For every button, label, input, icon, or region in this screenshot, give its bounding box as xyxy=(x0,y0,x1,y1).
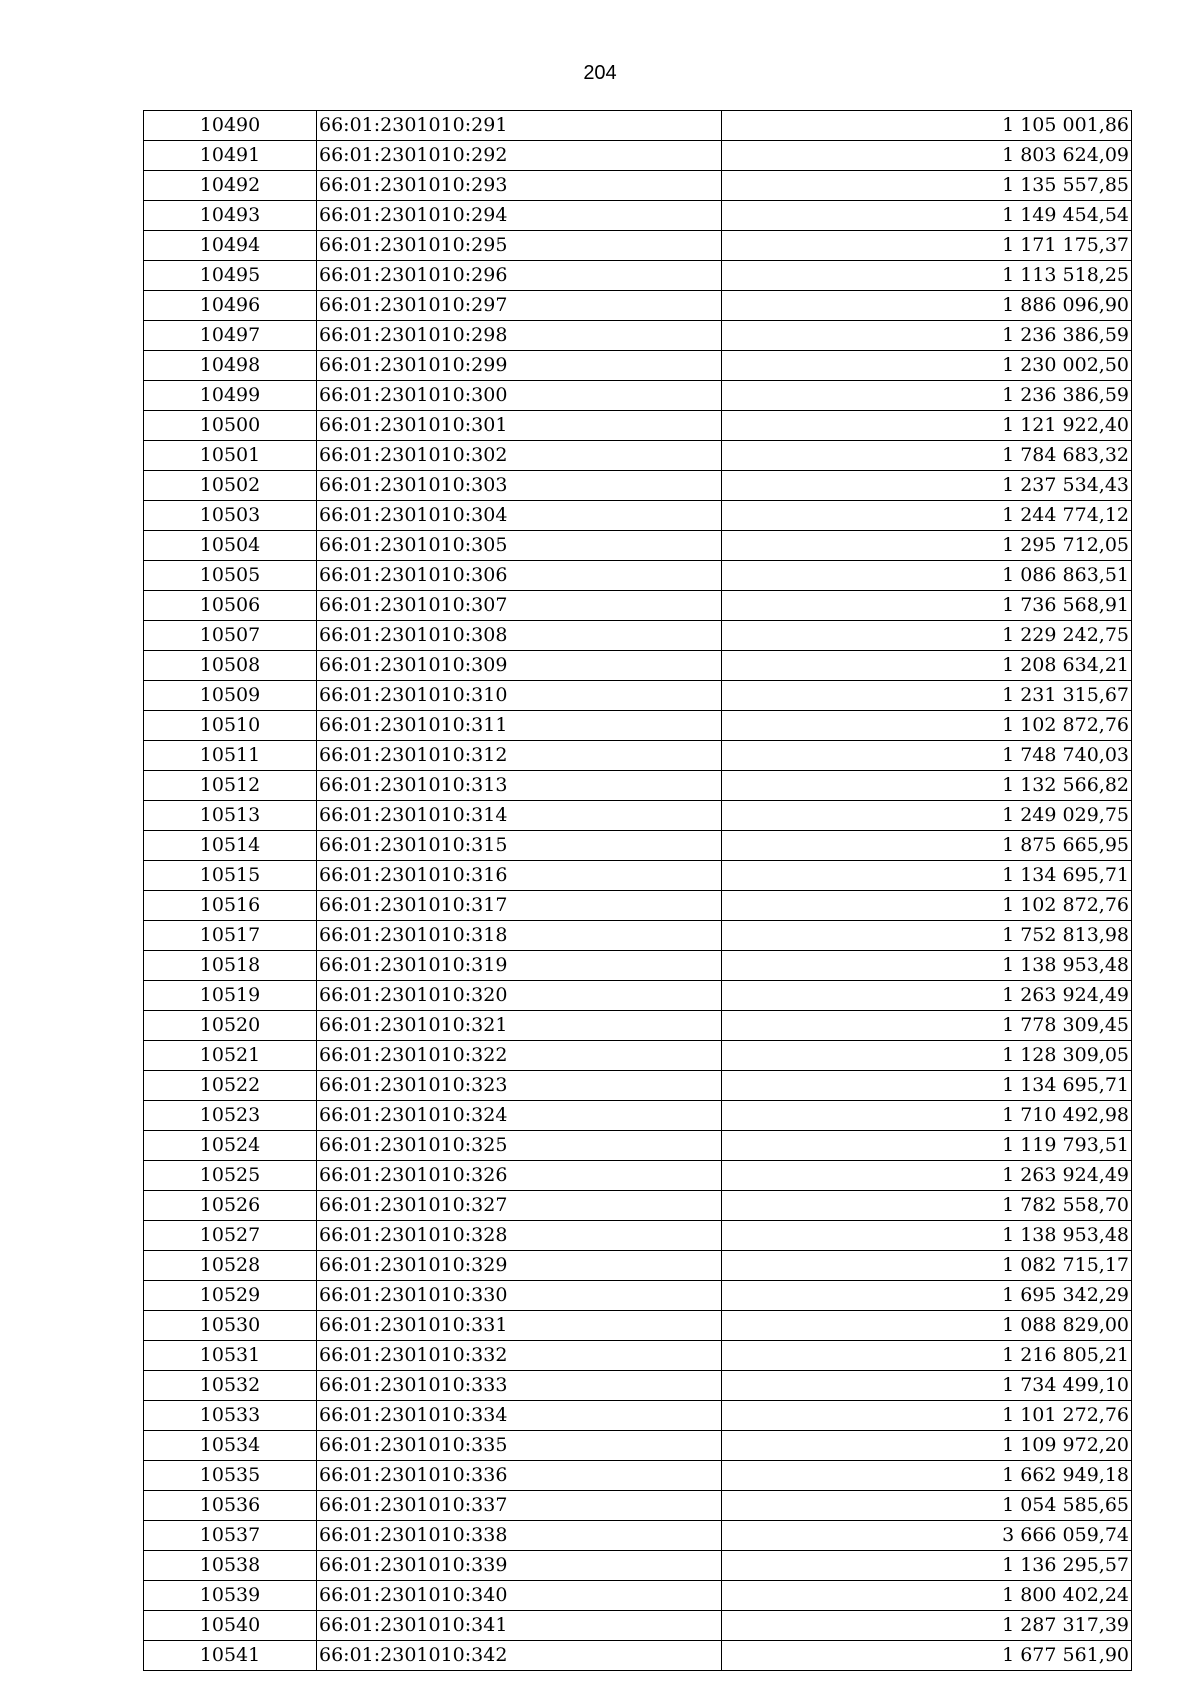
row-number-cell: 10539 xyxy=(144,1581,317,1611)
table-row xyxy=(144,711,1132,741)
row-number-cell: 10497 xyxy=(144,321,317,351)
table-row xyxy=(144,681,1132,711)
cadastral-number-cell: 66:01:2301010:304 xyxy=(317,501,722,531)
cadastral-value-cell: 1 677 561,90 xyxy=(722,1641,1132,1671)
cadastral-number-cell: 66:01:2301010:330 xyxy=(317,1281,722,1311)
table-row xyxy=(144,651,1132,681)
row-number-cell: 10515 xyxy=(144,861,317,891)
table-row xyxy=(144,1551,1132,1581)
cadastral-value-cell: 1 803 624,09 xyxy=(722,141,1132,171)
cadastral-value-cell: 1 149 454,54 xyxy=(722,201,1132,231)
cadastral-value-cell: 1 229 242,75 xyxy=(722,621,1132,651)
row-number-cell: 10528 xyxy=(144,1251,317,1281)
cadastral-number-cell: 66:01:2301010:329 xyxy=(317,1251,722,1281)
row-number-cell: 10510 xyxy=(144,711,317,741)
table-row xyxy=(144,1401,1132,1431)
table-row xyxy=(144,1011,1132,1041)
row-number-cell: 10529 xyxy=(144,1281,317,1311)
cadastral-number-cell: 66:01:2301010:314 xyxy=(317,801,722,831)
row-number-cell: 10534 xyxy=(144,1431,317,1461)
row-number-cell: 10512 xyxy=(144,771,317,801)
cadastral-value-cell: 1 231 315,67 xyxy=(722,681,1132,711)
row-number-cell: 10499 xyxy=(144,381,317,411)
cadastral-value-cell: 1 134 695,71 xyxy=(722,1071,1132,1101)
table-row xyxy=(144,801,1132,831)
row-number-cell: 10492 xyxy=(144,171,317,201)
cadastral-value-cell: 1 249 029,75 xyxy=(722,801,1132,831)
cadastral-value-cell: 1 263 924,49 xyxy=(722,981,1132,1011)
cadastral-value-cell: 1 875 665,95 xyxy=(722,831,1132,861)
table-row xyxy=(144,831,1132,861)
cadastral-value-cell: 1 736 568,91 xyxy=(722,591,1132,621)
cadastral-number-cell: 66:01:2301010:318 xyxy=(317,921,722,951)
row-number-cell: 10519 xyxy=(144,981,317,1011)
cadastral-value-cell: 1 734 499,10 xyxy=(722,1371,1132,1401)
row-number-cell: 10503 xyxy=(144,501,317,531)
cadastral-value-cell: 1 101 272,76 xyxy=(722,1401,1132,1431)
cadastral-value-cell: 1 054 585,65 xyxy=(722,1491,1132,1521)
cadastral-value-cell: 1 128 309,05 xyxy=(722,1041,1132,1071)
cadastral-number-cell: 66:01:2301010:317 xyxy=(317,891,722,921)
cadastral-number-cell: 66:01:2301010:339 xyxy=(317,1551,722,1581)
row-number-cell: 10531 xyxy=(144,1341,317,1371)
cadastral-value-cell: 1 800 402,24 xyxy=(722,1581,1132,1611)
row-number-cell: 10490 xyxy=(144,111,317,141)
cadastral-number-cell: 66:01:2301010:336 xyxy=(317,1461,722,1491)
table-row xyxy=(144,291,1132,321)
cadastral-value-cell: 1 136 295,57 xyxy=(722,1551,1132,1581)
row-number-cell: 10520 xyxy=(144,1011,317,1041)
cadastral-number-cell: 66:01:2301010:291 xyxy=(317,111,722,141)
table-row xyxy=(144,1461,1132,1491)
table-row xyxy=(144,591,1132,621)
cadastral-number-cell: 66:01:2301010:323 xyxy=(317,1071,722,1101)
table-row xyxy=(144,1131,1132,1161)
table-row xyxy=(144,1191,1132,1221)
row-number-cell: 10502 xyxy=(144,471,317,501)
row-number-cell: 10526 xyxy=(144,1191,317,1221)
table-row xyxy=(144,381,1132,411)
row-number-cell: 10507 xyxy=(144,621,317,651)
cadastral-value-cell: 1 287 317,39 xyxy=(722,1611,1132,1641)
cadastral-value-cell: 1 237 534,43 xyxy=(722,471,1132,501)
table-row xyxy=(144,561,1132,591)
cadastral-value-cell: 1 695 342,29 xyxy=(722,1281,1132,1311)
row-number-cell: 10508 xyxy=(144,651,317,681)
cadastral-number-cell: 66:01:2301010:294 xyxy=(317,201,722,231)
table-row xyxy=(144,1251,1132,1281)
cadastral-number-cell: 66:01:2301010:297 xyxy=(317,291,722,321)
table-row xyxy=(144,1071,1132,1101)
cadastral-number-cell: 66:01:2301010:332 xyxy=(317,1341,722,1371)
row-number-cell: 10514 xyxy=(144,831,317,861)
row-number-cell: 10504 xyxy=(144,531,317,561)
cadastral-number-cell: 66:01:2301010:324 xyxy=(317,1101,722,1131)
row-number-cell: 10538 xyxy=(144,1551,317,1581)
cadastral-number-cell: 66:01:2301010:299 xyxy=(317,351,722,381)
cadastral-number-cell: 66:01:2301010:293 xyxy=(317,171,722,201)
row-number-cell: 10509 xyxy=(144,681,317,711)
table-row xyxy=(144,201,1132,231)
cadastral-value-cell: 1 102 872,76 xyxy=(722,711,1132,741)
table-row xyxy=(144,891,1132,921)
cadastral-value-cell: 1 119 793,51 xyxy=(722,1131,1132,1161)
row-number-cell: 10511 xyxy=(144,741,317,771)
cadastral-table xyxy=(143,110,1132,1671)
row-number-cell: 10523 xyxy=(144,1101,317,1131)
cadastral-value-cell: 1 102 872,76 xyxy=(722,891,1132,921)
cadastral-value-cell: 1 710 492,98 xyxy=(722,1101,1132,1131)
cadastral-table-container xyxy=(143,110,1131,1671)
cadastral-number-cell: 66:01:2301010:321 xyxy=(317,1011,722,1041)
cadastral-value-cell: 1 113 518,25 xyxy=(722,261,1132,291)
table-row xyxy=(144,1041,1132,1071)
table-row xyxy=(144,1101,1132,1131)
cadastral-number-cell: 66:01:2301010:325 xyxy=(317,1131,722,1161)
cadastral-number-cell: 66:01:2301010:301 xyxy=(317,411,722,441)
cadastral-value-cell: 1 088 829,00 xyxy=(722,1311,1132,1341)
cadastral-number-cell: 66:01:2301010:302 xyxy=(317,441,722,471)
row-number-cell: 10532 xyxy=(144,1371,317,1401)
cadastral-number-cell: 66:01:2301010:341 xyxy=(317,1611,722,1641)
row-number-cell: 10496 xyxy=(144,291,317,321)
table-row xyxy=(144,441,1132,471)
table-row xyxy=(144,1371,1132,1401)
cadastral-number-cell: 66:01:2301010:308 xyxy=(317,621,722,651)
table-row xyxy=(144,1641,1132,1671)
table-row xyxy=(144,771,1132,801)
cadastral-number-cell: 66:01:2301010:310 xyxy=(317,681,722,711)
row-number-cell: 10498 xyxy=(144,351,317,381)
cadastral-number-cell: 66:01:2301010:342 xyxy=(317,1641,722,1671)
cadastral-number-cell: 66:01:2301010:309 xyxy=(317,651,722,681)
cadastral-value-cell: 1 662 949,18 xyxy=(722,1461,1132,1491)
row-number-cell: 10527 xyxy=(144,1221,317,1251)
row-number-cell: 10540 xyxy=(144,1611,317,1641)
cadastral-value-cell: 1 134 695,71 xyxy=(722,861,1132,891)
cadastral-value-cell: 1 784 683,32 xyxy=(722,441,1132,471)
cadastral-number-cell: 66:01:2301010:305 xyxy=(317,531,722,561)
cadastral-number-cell: 66:01:2301010:331 xyxy=(317,1311,722,1341)
row-number-cell: 10521 xyxy=(144,1041,317,1071)
cadastral-number-cell: 66:01:2301010:306 xyxy=(317,561,722,591)
table-row xyxy=(144,171,1132,201)
page-number: 204 xyxy=(583,62,617,84)
row-number-cell: 10525 xyxy=(144,1161,317,1191)
row-number-cell: 10505 xyxy=(144,561,317,591)
cadastral-number-cell: 66:01:2301010:313 xyxy=(317,771,722,801)
row-number-cell: 10495 xyxy=(144,261,317,291)
cadastral-value-cell: 1 748 740,03 xyxy=(722,741,1132,771)
cadastral-value-cell: 1 782 558,70 xyxy=(722,1191,1132,1221)
cadastral-number-cell: 66:01:2301010:300 xyxy=(317,381,722,411)
row-number-cell: 10506 xyxy=(144,591,317,621)
table-row xyxy=(144,351,1132,381)
cadastral-number-cell: 66:01:2301010:322 xyxy=(317,1041,722,1071)
table-body xyxy=(144,111,1132,1671)
cadastral-number-cell: 66:01:2301010:327 xyxy=(317,1191,722,1221)
table-row xyxy=(144,1161,1132,1191)
row-number-cell: 10533 xyxy=(144,1401,317,1431)
cadastral-value-cell: 1 778 309,45 xyxy=(722,1011,1132,1041)
table-row xyxy=(144,1341,1132,1371)
cadastral-number-cell: 66:01:2301010:303 xyxy=(317,471,722,501)
cadastral-number-cell: 66:01:2301010:340 xyxy=(317,1581,722,1611)
table-row xyxy=(144,921,1132,951)
table-row xyxy=(144,1311,1132,1341)
cadastral-value-cell: 1 082 715,17 xyxy=(722,1251,1132,1281)
table-row xyxy=(144,321,1132,351)
row-number-cell: 10513 xyxy=(144,801,317,831)
table-row xyxy=(144,531,1132,561)
cadastral-value-cell: 1 263 924,49 xyxy=(722,1161,1132,1191)
cadastral-number-cell: 66:01:2301010:315 xyxy=(317,831,722,861)
cadastral-number-cell: 66:01:2301010:296 xyxy=(317,261,722,291)
cadastral-number-cell: 66:01:2301010:334 xyxy=(317,1401,722,1431)
cadastral-value-cell: 1 105 001,86 xyxy=(722,111,1132,141)
cadastral-value-cell: 1 135 557,85 xyxy=(722,171,1132,201)
cadastral-number-cell: 66:01:2301010:316 xyxy=(317,861,722,891)
row-number-cell: 10524 xyxy=(144,1131,317,1161)
cadastral-value-cell: 1 236 386,59 xyxy=(722,321,1132,351)
cadastral-number-cell: 66:01:2301010:338 xyxy=(317,1521,722,1551)
cadastral-number-cell: 66:01:2301010:320 xyxy=(317,981,722,1011)
cadastral-value-cell: 1 086 863,51 xyxy=(722,561,1132,591)
cadastral-value-cell: 1 138 953,48 xyxy=(722,1221,1132,1251)
cadastral-number-cell: 66:01:2301010:312 xyxy=(317,741,722,771)
row-number-cell: 10530 xyxy=(144,1311,317,1341)
row-number-cell: 10500 xyxy=(144,411,317,441)
cadastral-value-cell: 1 171 175,37 xyxy=(722,231,1132,261)
row-number-cell: 10493 xyxy=(144,201,317,231)
cadastral-value-cell: 1 230 002,50 xyxy=(722,351,1132,381)
cadastral-number-cell: 66:01:2301010:319 xyxy=(317,951,722,981)
cadastral-number-cell: 66:01:2301010:292 xyxy=(317,141,722,171)
cadastral-value-cell: 1 752 813,98 xyxy=(722,921,1132,951)
cadastral-value-cell: 1 121 922,40 xyxy=(722,411,1132,441)
table-row xyxy=(144,1581,1132,1611)
table-row xyxy=(144,951,1132,981)
cadastral-number-cell: 66:01:2301010:307 xyxy=(317,591,722,621)
table-row xyxy=(144,1431,1132,1461)
table-row xyxy=(144,1221,1132,1251)
row-number-cell: 10535 xyxy=(144,1461,317,1491)
cadastral-value-cell: 1 236 386,59 xyxy=(722,381,1132,411)
cadastral-number-cell: 66:01:2301010:333 xyxy=(317,1371,722,1401)
cadastral-value-cell: 1 216 805,21 xyxy=(722,1341,1132,1371)
row-number-cell: 10494 xyxy=(144,231,317,261)
table-row xyxy=(144,501,1132,531)
table-row xyxy=(144,741,1132,771)
cadastral-value-cell: 1 295 712,05 xyxy=(722,531,1132,561)
row-number-cell: 10491 xyxy=(144,141,317,171)
table-row xyxy=(144,111,1132,141)
table-row xyxy=(144,1281,1132,1311)
table-row xyxy=(144,1611,1132,1641)
cadastral-number-cell: 66:01:2301010:326 xyxy=(317,1161,722,1191)
table-row xyxy=(144,621,1132,651)
cadastral-number-cell: 66:01:2301010:328 xyxy=(317,1221,722,1251)
row-number-cell: 10516 xyxy=(144,891,317,921)
cadastral-number-cell: 66:01:2301010:295 xyxy=(317,231,722,261)
cadastral-value-cell: 1 132 566,82 xyxy=(722,771,1132,801)
cadastral-number-cell: 66:01:2301010:337 xyxy=(317,1491,722,1521)
table-row xyxy=(144,981,1132,1011)
cadastral-value-cell: 1 886 096,90 xyxy=(722,291,1132,321)
table-row xyxy=(144,861,1132,891)
table-row xyxy=(144,1521,1132,1551)
table-row xyxy=(144,141,1132,171)
row-number-cell: 10518 xyxy=(144,951,317,981)
cadastral-value-cell: 1 208 634,21 xyxy=(722,651,1132,681)
cadastral-number-cell: 66:01:2301010:335 xyxy=(317,1431,722,1461)
cadastral-value-cell: 3 666 059,74 xyxy=(722,1521,1132,1551)
table-row xyxy=(144,231,1132,261)
cadastral-number-cell: 66:01:2301010:311 xyxy=(317,711,722,741)
row-number-cell: 10517 xyxy=(144,921,317,951)
cadastral-value-cell: 1 244 774,12 xyxy=(722,501,1132,531)
row-number-cell: 10501 xyxy=(144,441,317,471)
table-row xyxy=(144,261,1132,291)
table-row xyxy=(144,471,1132,501)
cadastral-value-cell: 1 109 972,20 xyxy=(722,1431,1132,1461)
cadastral-number-cell: 66:01:2301010:298 xyxy=(317,321,722,351)
row-number-cell: 10536 xyxy=(144,1491,317,1521)
cadastral-value-cell: 1 138 953,48 xyxy=(722,951,1132,981)
row-number-cell: 10541 xyxy=(144,1641,317,1671)
table-row xyxy=(144,411,1132,441)
row-number-cell: 10537 xyxy=(144,1521,317,1551)
table-row xyxy=(144,1491,1132,1521)
row-number-cell: 10522 xyxy=(144,1071,317,1101)
